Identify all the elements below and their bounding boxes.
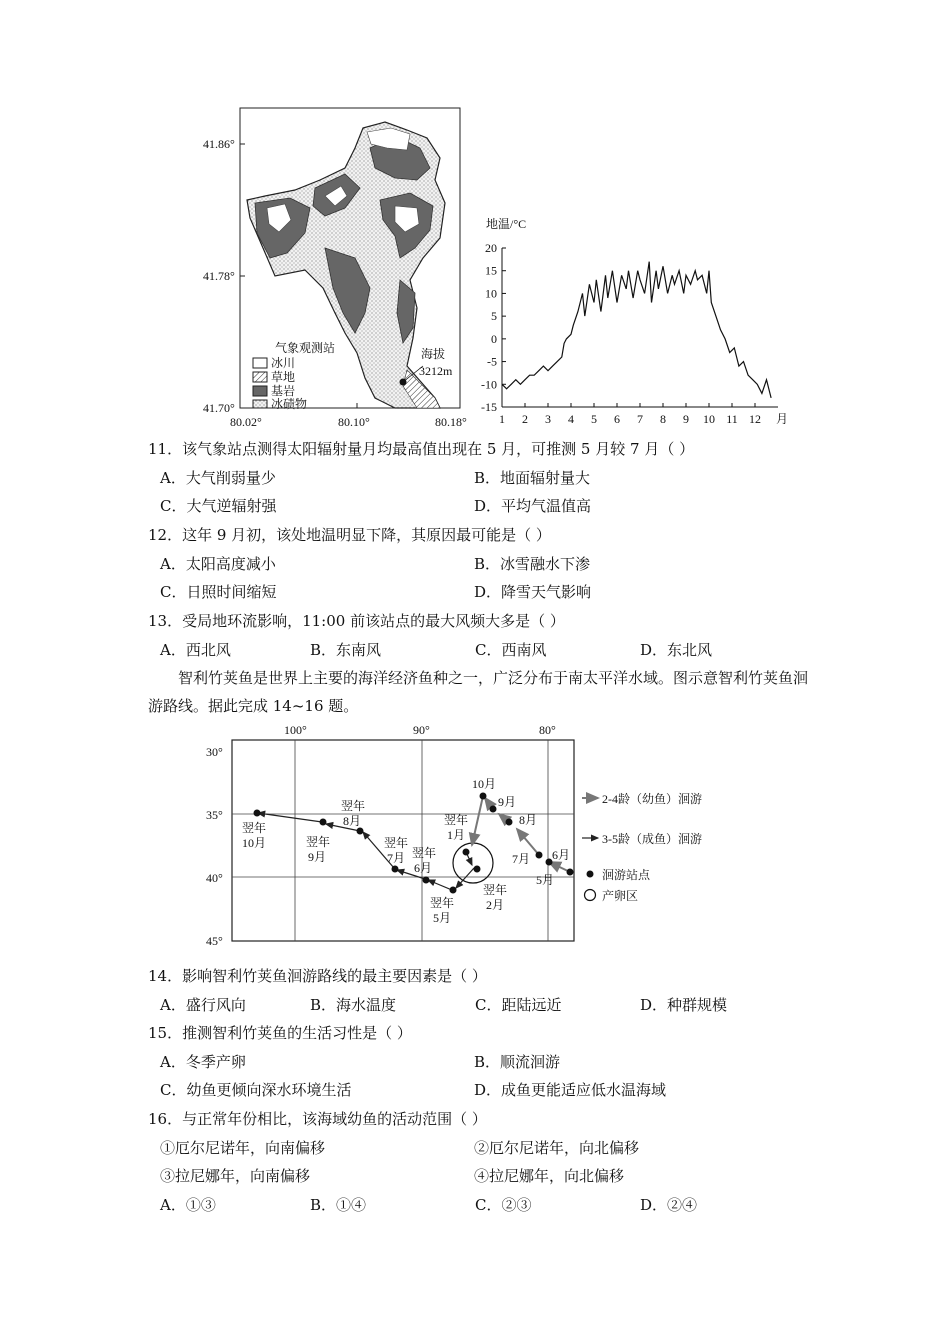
question-15-option-d[interactable]: D．成鱼更能适应低水温海域 [474, 1081, 667, 1099]
station-elevation-value: 3212m [419, 364, 453, 378]
x-tick-label: 6 [614, 412, 620, 426]
question-16-option-b[interactable]: B．①④ [310, 1196, 367, 1214]
label-next-jun-2: 6月 [414, 861, 433, 875]
label-sep: 9月 [498, 795, 517, 809]
station-next-jan [463, 849, 470, 856]
station-jul [536, 852, 543, 859]
question-14-option-a[interactable]: A．盛行风向 [160, 996, 246, 1014]
soil-temperature-series [502, 262, 771, 398]
lat-label: 45° [206, 934, 223, 948]
station-next-aug [357, 828, 364, 835]
lon-label: 80° [539, 723, 556, 737]
label-next-oct-1: 翌年 [242, 821, 267, 835]
question-16-statement-3: ③拉尼娜年，向南偏移 [160, 1167, 311, 1185]
y-tick-label: 0 [491, 331, 497, 346]
legend-bedrock: 基岩 [271, 384, 296, 398]
x-tick-label: 11 [726, 412, 738, 426]
label-next-oct-2: 10月 [242, 836, 267, 850]
label-next-sep-1: 翌年 [306, 835, 331, 849]
x-tick-label: 3 [545, 412, 551, 426]
label-next-aug-1: 翌年 [341, 799, 366, 813]
question-16-statement-1: ①厄尔尼诺年，向南偏移 [160, 1139, 326, 1157]
lat-label: 30° [206, 745, 223, 759]
question-11-option-b[interactable]: B．地面辐射量大 [474, 469, 591, 487]
question-13-option-b[interactable]: B．东南风 [310, 641, 382, 659]
label-next-feb-2: 2月 [486, 898, 505, 912]
y-tick-label: 20 [485, 241, 497, 255]
y-tick-label: 15 [485, 263, 497, 278]
question-11-option-c[interactable]: C．大气逆辐射强 [160, 497, 277, 515]
question-11-option-d[interactable]: D．平均气温值高 [474, 497, 592, 515]
lat-label: 35° [206, 808, 223, 822]
label-next-sep-2: 9月 [308, 850, 327, 864]
question-16-statement-2: ②厄尔尼诺年，向北偏移 [474, 1139, 640, 1157]
question-12-option-c[interactable]: C．日照时间缩短 [160, 583, 277, 601]
question-12-option-b[interactable]: B．冰雪融水下渗 [474, 555, 591, 573]
legend-juvenile: 2-4龄（幼鱼）洄游 [602, 792, 702, 806]
passage-text: 智利竹荚鱼是世界上主要的海洋经济鱼种之一，广泛分布于南太平洋水域。图示意智利竹荚鱼洄游路线。据此完成 14~16 题。 [148, 669, 809, 715]
station-next-oct [254, 810, 261, 817]
station-sep [490, 806, 497, 813]
y-tick-label: -15 [481, 400, 497, 414]
lat-label: 41.70° [203, 401, 235, 415]
question-14-option-d[interactable]: D．种群规模 [640, 996, 728, 1014]
station-oct [480, 793, 487, 800]
label-next-jan-2: 1月 [447, 828, 466, 842]
label-next-jun-1: 翌年 [412, 846, 437, 860]
y-tick-label: 10 [485, 286, 497, 301]
question-13-option-d[interactable]: D．东北风 [640, 641, 713, 659]
label-jul: 7月 [512, 852, 531, 866]
question-12-option-a[interactable]: A．太阳高度减小 [160, 555, 276, 573]
label-next-jul-2: 7月 [387, 851, 406, 865]
label-aug: 8月 [519, 813, 538, 827]
x-tick-label: 9 [683, 412, 689, 426]
station-aug [506, 819, 513, 826]
y-tick-label: -5 [487, 354, 497, 369]
label-next-may-1: 翌年 [430, 896, 455, 910]
legend-glacier: 冰川 [271, 356, 296, 370]
x-tick-label: 8 [660, 412, 666, 426]
label-next-may-2: 5月 [433, 911, 452, 925]
x-tick-label: 10 [703, 412, 715, 426]
lat-label: 41.86° [203, 137, 235, 151]
question-16-option-c[interactable]: C．②③ [475, 1196, 532, 1214]
question-16-statement-4: ④拉尼娜年，向北偏移 [474, 1167, 625, 1185]
x-tick-label: 5 [591, 412, 597, 426]
question-16-stem: 16．与正常年份相比，该海域幼鱼的活动范围（ ） [148, 1110, 487, 1128]
legend-station: 洄游站点 [602, 868, 651, 882]
lon-label: 100° [284, 723, 307, 737]
y-tick-label: -10 [481, 377, 497, 392]
question-14-option-c[interactable]: C．距陆远近 [475, 996, 562, 1014]
fish-map-legend [582, 791, 702, 903]
lat-label: 40° [206, 871, 223, 885]
question-14-stem: 14．影响智利竹荚鱼洄游路线的最主要因素是（ ） [148, 967, 487, 985]
question-13-option-a[interactable]: A．西北风 [160, 641, 231, 659]
x-tick-label: 12 [749, 412, 761, 426]
station-may [567, 869, 574, 876]
label-next-jan-1: 翌年 [444, 813, 469, 827]
legend-grassland: 草地 [271, 370, 296, 384]
label-oct: 10月 [472, 777, 497, 791]
question-13-stem: 13．受局地环流影响，11:00 前该站点的最大风频大多是（ ） [148, 612, 565, 630]
x-tick-label: 1 [499, 412, 505, 426]
station-next-feb [474, 866, 481, 873]
question-12-option-d[interactable]: D．降雪天气影响 [474, 583, 592, 601]
x-tick-label: 2 [522, 412, 528, 426]
question-16-option-d[interactable]: D．②④ [640, 1196, 698, 1214]
legend-moraine: 冰碛物 [271, 397, 308, 411]
station-next-may [450, 887, 457, 894]
station-elevation-label: 海拔 [421, 347, 446, 361]
glacier-map-figure [195, 108, 475, 430]
question-14-option-b[interactable]: B．海水温度 [310, 996, 397, 1014]
x-tick-label: 7 [637, 412, 643, 426]
lon-label: 80.18° [435, 415, 467, 429]
chart-xlabel: 月 [776, 412, 789, 426]
label-next-jul-1: 翌年 [384, 836, 409, 850]
question-15-option-c[interactable]: C．幼鱼更倾向深水环境生活 [160, 1081, 352, 1099]
station-next-jun [423, 877, 430, 884]
station-next-jul [392, 866, 399, 873]
label-jun: 6月 [552, 848, 571, 862]
question-16-option-a[interactable]: A．①③ [160, 1196, 216, 1214]
label-next-aug-2: 8月 [343, 814, 362, 828]
legend-spawning: 产卵区 [602, 889, 639, 903]
question-13-option-c[interactable]: C．西南风 [475, 641, 547, 659]
legend-adult: 3-5龄（成鱼）洄游 [602, 832, 702, 846]
lon-label: 90° [413, 723, 430, 737]
question-11-option-a[interactable]: A．大气削弱量少 [160, 469, 276, 487]
question-11-stem: 11．该气象站点测得太阳辐射量月均最高值出现在 5 月，可推测 5 月较 7 月（ ） [148, 440, 695, 458]
station-next-sep [320, 819, 327, 826]
lat-label: 41.78° [203, 269, 235, 283]
chart-ylabel: 地温/°C [486, 217, 527, 231]
legend-title: 气象观测站 [275, 341, 336, 355]
label-may: 5月 [536, 873, 555, 887]
lon-label: 80.02° [230, 415, 262, 429]
soil-temperature-chart [480, 210, 800, 435]
question-15-option-b[interactable]: B．顺流洄游 [474, 1053, 561, 1071]
y-tick-label: 5 [491, 309, 497, 324]
question-15-stem: 15．推测智利竹荚鱼的生活习性是（ ） [148, 1024, 412, 1042]
label-next-feb-1: 翌年 [483, 883, 508, 897]
question-12-stem: 12．这年 9 月初，该处地温明显下降，其原因最可能是（ ） [148, 526, 551, 544]
fish-migration-map [200, 718, 740, 960]
x-tick-label: 4 [568, 412, 574, 426]
lon-label: 80.10° [338, 415, 370, 429]
question-15-option-a[interactable]: A．冬季产卵 [160, 1053, 246, 1071]
